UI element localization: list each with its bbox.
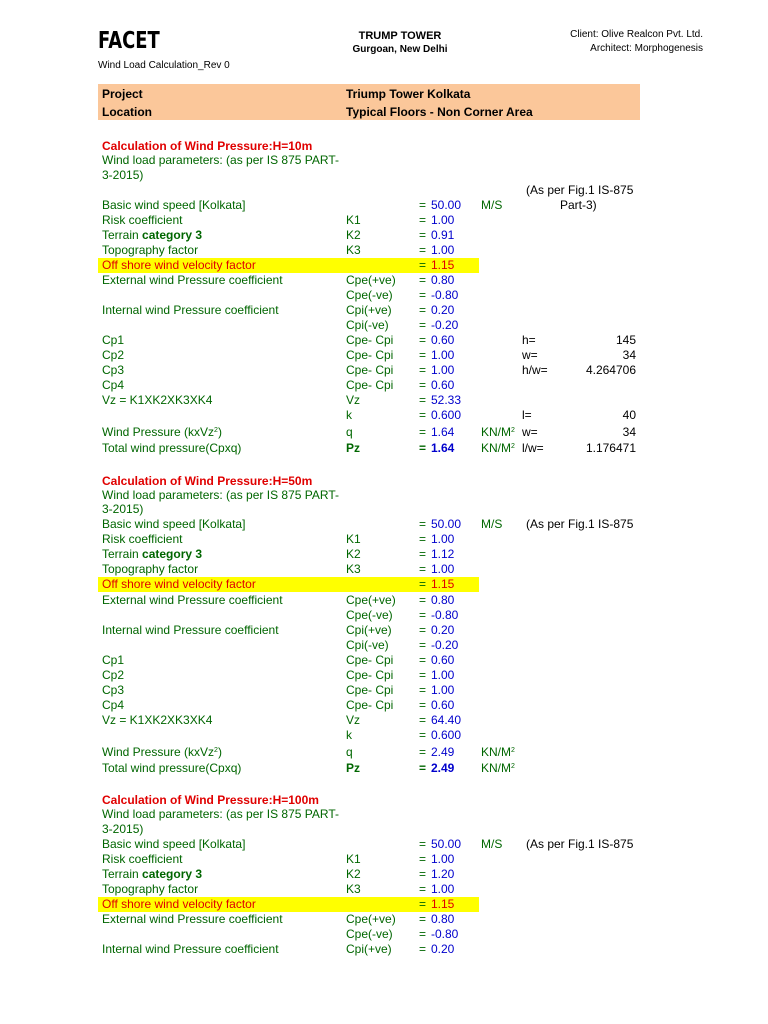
unit-text: KN/M [481, 745, 511, 759]
side-value: 1.176471 [585, 441, 636, 455]
row-topography [0, 882, 768, 897]
row-external-cpe-neg [0, 288, 768, 303]
label-emphasis: category 3 [142, 867, 203, 881]
row-vz [0, 713, 768, 728]
row-internal-cpi-neg [0, 318, 768, 333]
equals-sign: = [419, 745, 427, 759]
unit-text: KN/M [481, 761, 511, 775]
equals-sign: = [419, 638, 427, 652]
section-heading: Calculation of Wind Pressure:H=100m [102, 793, 319, 807]
project-info-band [98, 84, 640, 120]
row-value: 0.60 [431, 333, 455, 347]
row-symbol: Cpe(-ve) [346, 927, 393, 941]
side-label: l/w= [522, 441, 544, 455]
row-topography [0, 243, 768, 258]
section-heading: Calculation of Wind Pressure:H=10m [102, 139, 313, 153]
row-label: External wind Pressure coefficient [102, 273, 283, 287]
equals-sign: = [419, 408, 427, 422]
row-label: Risk coefficient [102, 852, 183, 866]
document-subtitle: Wind Load Calculation_Rev 0 [98, 60, 230, 71]
row-symbol: Cpe- Cpi [346, 683, 394, 697]
row-cp4 [0, 378, 768, 393]
label-emphasis: category 3 [142, 547, 203, 561]
side-label: w= [522, 425, 538, 439]
row-risk-coefficient [0, 852, 768, 867]
label-part: ) [217, 745, 222, 759]
row-basic-wind-speed [0, 517, 768, 532]
row-value: 1.00 [431, 532, 455, 546]
row-symbol: Cpe- Cpi [346, 698, 394, 712]
row-symbol: K3 [346, 882, 361, 896]
superscript: 2 [214, 427, 218, 434]
equals-sign: = [419, 867, 427, 881]
equals-sign: = [419, 318, 427, 332]
row-label [102, 745, 222, 760]
row-external-cpe-pos [0, 273, 768, 288]
row-external-cpe-pos [0, 593, 768, 608]
equals-sign: = [419, 562, 427, 576]
row-value: 0.20 [431, 942, 455, 956]
row-value: 0.60 [431, 698, 455, 712]
row-unit [481, 441, 515, 456]
row-value: 1.00 [431, 363, 455, 377]
row-external-cpe-neg [0, 608, 768, 623]
row-basic-wind-speed [0, 198, 768, 213]
equals-sign: = [419, 333, 427, 347]
equals-sign: = [419, 243, 427, 257]
row-label: Risk coefficient [102, 532, 183, 546]
unit-text: KN/M [481, 441, 511, 455]
row-value: 0.80 [431, 593, 455, 607]
row-symbol: q [346, 745, 353, 759]
row-label: Cp3 [102, 363, 125, 377]
row-value: 50.00 [431, 837, 462, 851]
equals-sign: = [419, 303, 427, 317]
reference-note: (As per Fig.1 IS-875 [526, 183, 634, 197]
row-value: -0.80 [431, 608, 459, 622]
row-value: 1.15 [431, 577, 455, 591]
row-internal-cpi-pos [0, 303, 768, 318]
architect-name: Architect: Morphogenesis [590, 43, 703, 54]
equals-sign: = [419, 852, 427, 866]
equals-sign: = [419, 882, 427, 896]
row-unit [481, 425, 515, 440]
row-label: Cp2 [102, 348, 125, 362]
row-cp3 [0, 363, 768, 378]
row-unit [481, 761, 515, 776]
side-value: 40 [622, 408, 636, 422]
row-value: 1.64 [431, 425, 455, 439]
equals-sign: = [419, 912, 427, 926]
label-part: ) [217, 425, 222, 439]
row-symbol: Cpi(-ve) [346, 638, 389, 652]
row-value: 0.60 [431, 378, 455, 392]
row-symbol: K1 [346, 213, 361, 227]
side-value: 34 [622, 348, 636, 362]
equals-sign: = [419, 441, 427, 455]
label-part: Terrain [102, 867, 143, 881]
equals-sign: = [419, 547, 427, 561]
row-symbol: Cpe- Cpi [346, 653, 394, 667]
row-offshore-factor [0, 577, 768, 592]
reference-note: (As per Fig.1 IS-875 [526, 517, 634, 531]
equals-sign: = [419, 517, 427, 531]
row-value: 2.49 [431, 761, 455, 775]
row-label: Internal wind Pressure coefficient [102, 623, 279, 637]
equals-sign: = [419, 713, 427, 727]
row-risk-coefficient [0, 532, 768, 547]
row-label [102, 425, 222, 440]
reference-note: (As per Fig.1 IS-875 [526, 837, 634, 851]
row-value: 64.40 [431, 713, 462, 727]
label-emphasis: category 3 [142, 228, 203, 242]
equals-sign: = [419, 258, 427, 272]
row-unit [481, 745, 515, 760]
row-internal-cpi-pos [0, 942, 768, 957]
row-symbol: k [346, 408, 352, 422]
row-label [102, 228, 202, 243]
equals-sign: = [419, 653, 427, 667]
params-line: 3-2015) [102, 168, 144, 182]
row-offshore-factor [0, 258, 768, 273]
row-value: 1.00 [431, 668, 455, 682]
equals-sign: = [419, 942, 427, 956]
superscript: 2 [511, 763, 515, 770]
row-symbol: Cpe(+ve) [346, 912, 396, 926]
row-value: 1.00 [431, 348, 455, 362]
equals-sign: = [419, 837, 427, 851]
row-value: 1.00 [431, 243, 455, 257]
side-label: h= [522, 333, 536, 347]
equals-sign: = [419, 577, 427, 591]
row-wind-pressure [0, 745, 768, 760]
row-value: 1.15 [431, 258, 455, 272]
row-label: Vz = K1XK2XK3XK4 [102, 393, 213, 407]
row-symbol: Vz [346, 713, 361, 727]
equals-sign: = [419, 683, 427, 697]
row-symbol: K2 [346, 547, 361, 561]
row-symbol: Cpe(-ve) [346, 288, 393, 302]
row-label: Off shore wind velocity factor [102, 897, 256, 911]
params-line: Wind load parameters: (as per IS 875 PART- [102, 807, 339, 821]
row-symbol: K1 [346, 532, 361, 546]
equals-sign: = [419, 698, 427, 712]
row-value: 1.00 [431, 683, 455, 697]
row-value: 2.49 [431, 745, 455, 759]
row-label: Cp2 [102, 668, 125, 682]
row-symbol: Cpe- Cpi [346, 363, 394, 377]
row-value: 0.600 [431, 408, 462, 422]
equals-sign: = [419, 668, 427, 682]
row-label: Total wind pressure(Cpxq) [102, 441, 242, 455]
side-label: w= [522, 348, 538, 362]
row-cp2 [0, 668, 768, 683]
row-cp1 [0, 653, 768, 668]
row-symbol: K2 [346, 867, 361, 881]
row-label: Internal wind Pressure coefficient [102, 942, 279, 956]
label-part: Terrain [102, 547, 143, 561]
row-label: External wind Pressure coefficient [102, 593, 283, 607]
row-label: Basic wind speed [Kolkata] [102, 198, 246, 212]
row-symbol: Pz [346, 441, 361, 455]
row-internal-cpi-pos [0, 623, 768, 638]
reference-note: Part-3) [560, 198, 597, 212]
row-symbol: Vz [346, 393, 361, 407]
row-value: 1.20 [431, 867, 455, 881]
equals-sign: = [419, 363, 427, 377]
superscript: 2 [511, 427, 515, 434]
row-symbol: Cpe- Cpi [346, 668, 394, 682]
row-value: 0.91 [431, 228, 455, 242]
location-value: Typical Floors - Non Corner Area [346, 105, 533, 119]
row-label: Total wind pressure(Cpxq) [102, 761, 242, 775]
equals-sign: = [419, 927, 427, 941]
row-symbol: Cpe- Cpi [346, 333, 394, 347]
row-k [0, 728, 768, 743]
params-line: 3-2015) [102, 822, 144, 836]
row-offshore-factor [0, 897, 768, 912]
project-value: Triump Tower Kolkata [346, 87, 471, 101]
row-symbol: K2 [346, 228, 361, 242]
row-total-pressure [0, 761, 768, 776]
row-symbol: Cpe(+ve) [346, 273, 396, 287]
superscript: 2 [214, 747, 218, 754]
side-label: l= [522, 408, 532, 422]
equals-sign: = [419, 761, 427, 775]
equals-sign: = [419, 228, 427, 242]
side-value: 4.264706 [585, 363, 636, 377]
row-value: 0.80 [431, 273, 455, 287]
equals-sign: = [419, 425, 427, 439]
client-name: Client: Olive Realcon Pvt. Ltd. [570, 29, 703, 40]
row-symbol: Cpi(+ve) [346, 942, 392, 956]
row-unit: M/S [481, 198, 503, 212]
equals-sign: = [419, 393, 427, 407]
row-value: -0.80 [431, 288, 459, 302]
equals-sign: = [419, 728, 427, 742]
row-label: Cp4 [102, 378, 125, 392]
label-part: Wind Pressure (kxVz [102, 745, 215, 759]
row-terrain [0, 867, 768, 882]
row-wind-pressure [0, 425, 768, 440]
row-value: 0.20 [431, 623, 455, 637]
row-label: Cp4 [102, 698, 125, 712]
row-value: 1.64 [431, 441, 455, 455]
row-value: 1.00 [431, 852, 455, 866]
row-label: Cp1 [102, 653, 125, 667]
equals-sign: = [419, 532, 427, 546]
equals-sign: = [419, 897, 427, 911]
superscript: 2 [511, 747, 515, 754]
row-cp2 [0, 348, 768, 363]
equals-sign: = [419, 273, 427, 287]
row-cp4 [0, 698, 768, 713]
row-label: Cp3 [102, 683, 125, 697]
row-symbol: Cpe(+ve) [346, 593, 396, 607]
equals-sign: = [419, 623, 427, 637]
equals-sign: = [419, 198, 427, 212]
row-terrain [0, 228, 768, 243]
row-label: Vz = K1XK2XK3XK4 [102, 713, 213, 727]
label-part: Terrain [102, 228, 143, 242]
row-label [102, 547, 202, 562]
label-part: Wind Pressure (kxVz [102, 425, 215, 439]
row-external-cpe-pos [0, 912, 768, 927]
unit-text: KN/M [481, 425, 511, 439]
side-value: 34 [622, 425, 636, 439]
equals-sign: = [419, 213, 427, 227]
project-label: Project [102, 87, 143, 101]
side-label: h/w= [522, 363, 548, 377]
row-unit: M/S [481, 517, 503, 531]
company-logo: FACET [98, 28, 160, 54]
row-label: Cp1 [102, 333, 125, 347]
equals-sign: = [419, 593, 427, 607]
row-symbol: K3 [346, 243, 361, 257]
row-symbol: Cpi(-ve) [346, 318, 389, 332]
equals-sign: = [419, 288, 427, 302]
row-vz [0, 393, 768, 408]
row-symbol: q [346, 425, 353, 439]
row-label: Internal wind Pressure coefficient [102, 303, 279, 317]
row-terrain [0, 547, 768, 562]
params-line: Wind load parameters: (as per IS 875 PART- [102, 488, 339, 502]
row-label: External wind Pressure coefficient [102, 912, 283, 926]
row-label: Off shore wind velocity factor [102, 577, 256, 591]
row-value: 0.80 [431, 912, 455, 926]
row-label: Risk coefficient [102, 213, 183, 227]
row-label: Off shore wind velocity factor [102, 258, 256, 272]
row-value: 1.12 [431, 547, 455, 561]
row-total-pressure [0, 441, 768, 456]
row-symbol: Cpe(-ve) [346, 608, 393, 622]
row-value: 50.00 [431, 198, 462, 212]
document-location: Gurgoan, New Delhi [352, 44, 448, 55]
row-symbol: Pz [346, 761, 361, 775]
row-label: Topography factor [102, 882, 199, 896]
row-value: 1.00 [431, 562, 455, 576]
row-value: -0.20 [431, 638, 459, 652]
row-topography [0, 562, 768, 577]
row-symbol: Cpe- Cpi [346, 348, 394, 362]
row-value: 1.00 [431, 213, 455, 227]
row-risk-coefficient [0, 213, 768, 228]
equals-sign: = [419, 378, 427, 392]
row-label: Topography factor [102, 243, 199, 257]
row-value: 1.15 [431, 897, 455, 911]
row-value: 52.33 [431, 393, 462, 407]
row-label: Basic wind speed [Kolkata] [102, 517, 246, 531]
row-symbol: K3 [346, 562, 361, 576]
row-symbol: Cpi(+ve) [346, 303, 392, 317]
row-unit: M/S [481, 837, 503, 851]
location-label: Location [102, 105, 152, 119]
section-heading: Calculation of Wind Pressure:H=50m [102, 474, 313, 488]
row-k [0, 408, 768, 423]
row-value: -0.20 [431, 318, 459, 332]
row-value: 0.600 [431, 728, 462, 742]
row-label [102, 867, 202, 882]
row-internal-cpi-neg [0, 638, 768, 653]
row-symbol: K1 [346, 852, 361, 866]
row-value: 1.00 [431, 882, 455, 896]
row-value: -0.80 [431, 927, 459, 941]
row-label: Basic wind speed [Kolkata] [102, 837, 246, 851]
row-value: 0.60 [431, 653, 455, 667]
row-symbol: k [346, 728, 352, 742]
row-external-cpe-neg [0, 927, 768, 942]
row-value: 50.00 [431, 517, 462, 531]
row-basic-wind-speed [0, 837, 768, 852]
row-value: 0.20 [431, 303, 455, 317]
superscript: 2 [511, 443, 515, 450]
equals-sign: = [419, 348, 427, 362]
params-line: 3-2015) [102, 502, 144, 516]
row-cp3 [0, 683, 768, 698]
row-label: Topography factor [102, 562, 199, 576]
equals-sign: = [419, 608, 427, 622]
row-symbol: Cpi(+ve) [346, 623, 392, 637]
document-title: TRUMP TOWER [358, 30, 442, 42]
side-value: 145 [615, 333, 636, 347]
row-symbol: Cpe- Cpi [346, 378, 394, 392]
row-cp1 [0, 333, 768, 348]
params-line: Wind load parameters: (as per IS 875 PART- [102, 153, 339, 167]
